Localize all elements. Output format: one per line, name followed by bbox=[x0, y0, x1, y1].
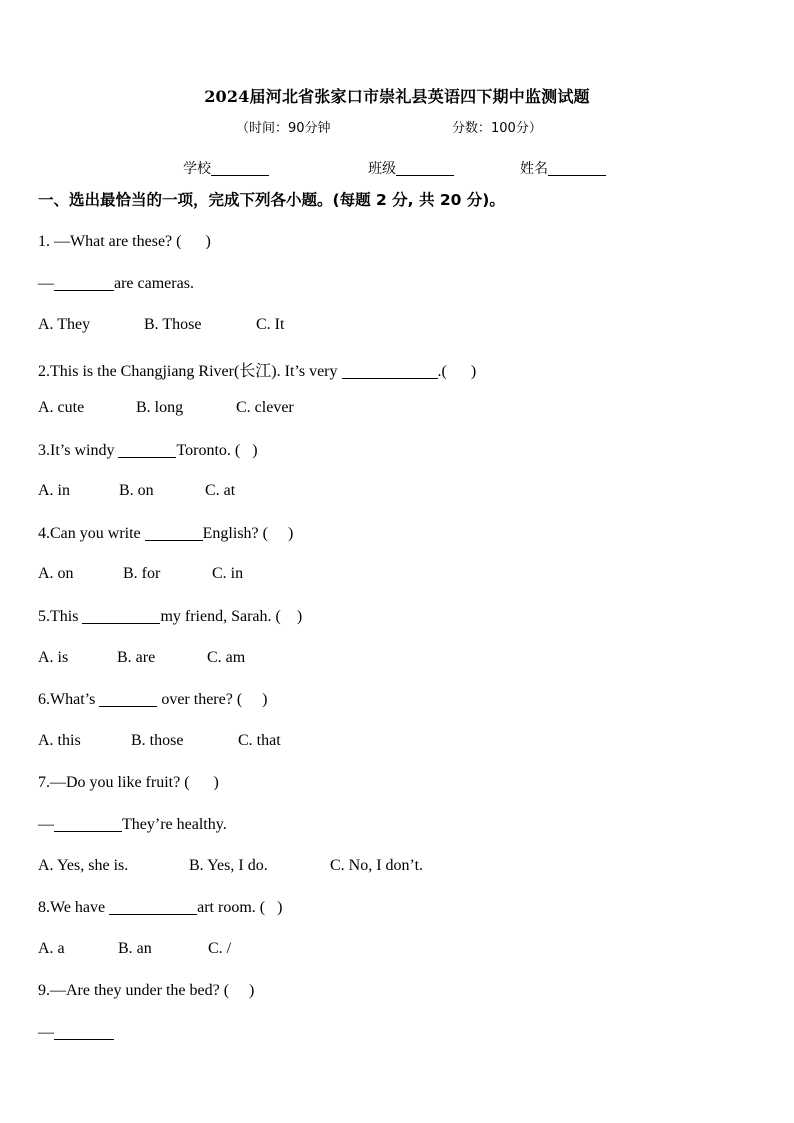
answer-text: They’re healthy. bbox=[122, 816, 227, 833]
option-c[interactable]: C. in bbox=[212, 565, 244, 582]
question-text: ) bbox=[262, 691, 268, 708]
option-c[interactable]: C. that bbox=[238, 732, 281, 749]
question-text: ) bbox=[277, 899, 283, 916]
answer-blank[interactable] bbox=[82, 607, 160, 624]
option-c[interactable]: C. No, I don’t. bbox=[330, 857, 424, 874]
option-b[interactable]: B. Those bbox=[144, 316, 202, 333]
question-9-stem bbox=[38, 982, 254, 1000]
question-2-stem bbox=[38, 358, 476, 381]
question-text: 4.Can you write bbox=[38, 525, 141, 542]
option-b[interactable]: B. an bbox=[118, 940, 152, 957]
question-text: over there? ( bbox=[161, 691, 243, 708]
option-c[interactable]: C. clever bbox=[236, 399, 294, 416]
option-a[interactable]: A. Yes, she is. bbox=[38, 857, 129, 874]
dash: — bbox=[38, 1024, 54, 1041]
school-label: 学校 bbox=[183, 161, 211, 177]
school-field[interactable] bbox=[183, 158, 269, 178]
option-b[interactable]: B. on bbox=[119, 482, 154, 499]
question-7-options bbox=[38, 857, 423, 875]
option-b[interactable]: B. Yes, I do. bbox=[189, 857, 268, 874]
question-9-answer bbox=[38, 1023, 114, 1042]
time-limit: （时间：90分钟 bbox=[236, 121, 331, 136]
question-text: ) bbox=[470, 363, 477, 380]
question-text: ) bbox=[296, 608, 303, 625]
option-b[interactable]: B. for bbox=[123, 565, 161, 582]
question-5-options bbox=[38, 649, 245, 667]
question-text: Toronto. ( bbox=[176, 442, 241, 459]
option-b[interactable]: B. long bbox=[136, 399, 184, 416]
dash: — bbox=[38, 275, 54, 292]
question-text: 2.This is the Changjiang River(长江). It’s very bbox=[38, 363, 338, 380]
class-label: 班级 bbox=[368, 161, 396, 177]
question-7-answer bbox=[38, 815, 227, 834]
question-text: ) bbox=[205, 233, 211, 250]
question-text: art room. ( bbox=[197, 899, 266, 916]
option-a[interactable]: A. a bbox=[38, 940, 65, 957]
option-c[interactable]: C. at bbox=[205, 482, 236, 499]
answer-blank[interactable] bbox=[54, 1023, 114, 1040]
question-3-options bbox=[38, 482, 235, 500]
answer-text: are cameras. bbox=[114, 275, 194, 292]
question-1-options bbox=[38, 316, 284, 334]
option-a[interactable]: A. They bbox=[38, 316, 91, 333]
question-1-stem bbox=[38, 233, 211, 251]
class-field[interactable] bbox=[368, 158, 454, 178]
class-blank[interactable] bbox=[396, 161, 454, 176]
option-a[interactable]: A. on bbox=[38, 565, 74, 582]
answer-blank[interactable] bbox=[118, 441, 176, 458]
question-1-answer bbox=[38, 274, 194, 293]
question-text: .( bbox=[437, 363, 447, 380]
answer-blank[interactable] bbox=[54, 815, 122, 832]
answer-blank[interactable] bbox=[109, 898, 197, 915]
question-text: ) bbox=[252, 442, 258, 459]
question-3-stem bbox=[38, 441, 258, 460]
question-text: ) bbox=[213, 774, 219, 791]
option-c[interactable]: C. am bbox=[207, 649, 246, 666]
option-a[interactable]: A. in bbox=[38, 482, 70, 499]
question-4-stem bbox=[38, 524, 293, 543]
question-5-stem bbox=[38, 607, 302, 626]
answer-blank[interactable] bbox=[342, 362, 438, 379]
question-6-stem bbox=[38, 690, 268, 709]
question-text: 5.This bbox=[38, 608, 79, 625]
total-score: 分数：100分） bbox=[452, 121, 542, 136]
question-8-options bbox=[38, 940, 231, 958]
name-label: 姓名 bbox=[520, 161, 548, 177]
question-text: 6.What’s bbox=[38, 691, 96, 708]
answer-blank[interactable] bbox=[145, 524, 203, 541]
name-blank[interactable] bbox=[548, 161, 606, 176]
option-c[interactable]: C. / bbox=[208, 940, 232, 957]
question-6-options bbox=[38, 732, 281, 750]
question-text: English? ( bbox=[202, 525, 268, 542]
option-b[interactable]: B. are bbox=[117, 649, 156, 666]
question-text: ) bbox=[287, 525, 294, 542]
option-c[interactable]: C. It bbox=[256, 316, 285, 333]
dash: — bbox=[38, 816, 54, 833]
option-b[interactable]: B. those bbox=[131, 732, 184, 749]
option-a[interactable]: A. cute bbox=[38, 399, 85, 416]
school-blank[interactable] bbox=[211, 161, 269, 176]
question-text: 8.We have bbox=[38, 899, 106, 916]
question-text: 3.It’s windy bbox=[38, 442, 115, 459]
question-2-options bbox=[38, 399, 294, 417]
question-text: 1. —What are these? ( bbox=[38, 233, 182, 250]
exam-meta bbox=[0, 117, 794, 137]
option-a[interactable]: A. this bbox=[38, 732, 81, 749]
exam-title: 2024届河北省张家口市崇礼县英语四下期中监测试题 bbox=[204, 87, 590, 106]
question-8-stem bbox=[38, 898, 282, 917]
option-a[interactable]: A. is bbox=[38, 649, 69, 666]
answer-blank[interactable] bbox=[54, 274, 114, 291]
question-text: 7.—Do you like fruit? ( bbox=[38, 774, 190, 791]
question-text: my friend, Sarah. ( bbox=[160, 608, 281, 625]
question-text: ) bbox=[249, 982, 255, 999]
section-heading: 一、选出最恰当的一项，完成下列各小题。(每题 2 分, 共 20 分)。 bbox=[38, 191, 505, 209]
question-4-options bbox=[38, 565, 243, 583]
name-field[interactable] bbox=[520, 158, 606, 178]
answer-blank[interactable] bbox=[99, 690, 157, 707]
question-7-stem bbox=[38, 774, 219, 792]
question-text: 9.—Are they under the bed? ( bbox=[38, 982, 230, 999]
